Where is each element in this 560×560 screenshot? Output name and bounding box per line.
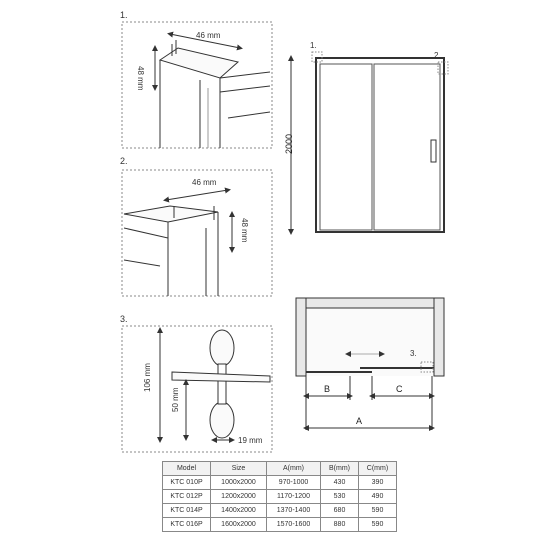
- detail-3-height-dim: 106 mm: [143, 363, 152, 392]
- cell-size: 1600x2000: [211, 518, 267, 532]
- cell-c: 590: [359, 504, 397, 518]
- front-height-dim: 2000: [284, 133, 294, 154]
- cell-size: 1200x2000: [211, 490, 267, 504]
- cell-size: 1400x2000: [211, 504, 267, 518]
- cell-a: 970-1000: [267, 476, 321, 490]
- header-size: Size: [211, 462, 267, 476]
- detail-2-width-dim: 46 mm: [192, 178, 217, 187]
- cell-model: KTC 012P: [163, 490, 211, 504]
- spec-table: [162, 461, 397, 532]
- plan-dim-a: A: [356, 416, 363, 426]
- detail-3-drawing: [122, 326, 272, 452]
- detail-1-depth-dim: 48 mm: [136, 66, 145, 91]
- cell-b: 880: [321, 518, 359, 532]
- front-marker-1: 1.: [310, 41, 317, 50]
- cell-model: KTC 014P: [163, 504, 211, 518]
- cell-model: KTC 016P: [163, 518, 211, 532]
- table-row: [163, 490, 397, 504]
- cell-c: 390: [359, 476, 397, 490]
- detail-1-drawing: [122, 22, 272, 148]
- plan-marker-3: 3.: [410, 349, 417, 358]
- detail-3-label: 3.: [120, 314, 128, 324]
- detail-2-depth-dim: 48 mm: [240, 218, 249, 243]
- front-view-drawing: [284, 41, 448, 232]
- cell-size: 1000x2000: [211, 476, 267, 490]
- cell-a: 1370-1400: [267, 504, 321, 518]
- header-a: A(mm): [267, 462, 321, 476]
- front-marker-2: 2.: [434, 51, 441, 60]
- table-header-row: [163, 462, 397, 476]
- header-c: C(mm): [359, 462, 397, 476]
- table-row: [163, 518, 397, 532]
- plan-dim-b: B: [324, 384, 331, 394]
- cell-c: 590: [359, 518, 397, 532]
- table-row: [163, 476, 397, 490]
- detail-2-drawing: [122, 170, 272, 296]
- cell-b: 530: [321, 490, 359, 504]
- cell-c: 490: [359, 490, 397, 504]
- header-b: B(mm): [321, 462, 359, 476]
- detail-3-mid-dim: 50 mm: [171, 387, 180, 412]
- cell-a: 1570-1600: [267, 518, 321, 532]
- cell-b: 680: [321, 504, 359, 518]
- cell-a: 1170-1200: [267, 490, 321, 504]
- cell-model: KTC 010P: [163, 476, 211, 490]
- table-row: [163, 504, 397, 518]
- plan-dim-c: C: [396, 384, 403, 394]
- plan-view-drawing: [296, 298, 444, 430]
- detail-3-thick-dim: 19 mm: [238, 436, 263, 445]
- header-model: Model: [163, 462, 211, 476]
- detail-2-label: 2.: [120, 156, 128, 166]
- detail-1-label: 1.: [120, 10, 128, 20]
- detail-1-width-dim: 46 mm: [196, 31, 221, 40]
- cell-b: 430: [321, 476, 359, 490]
